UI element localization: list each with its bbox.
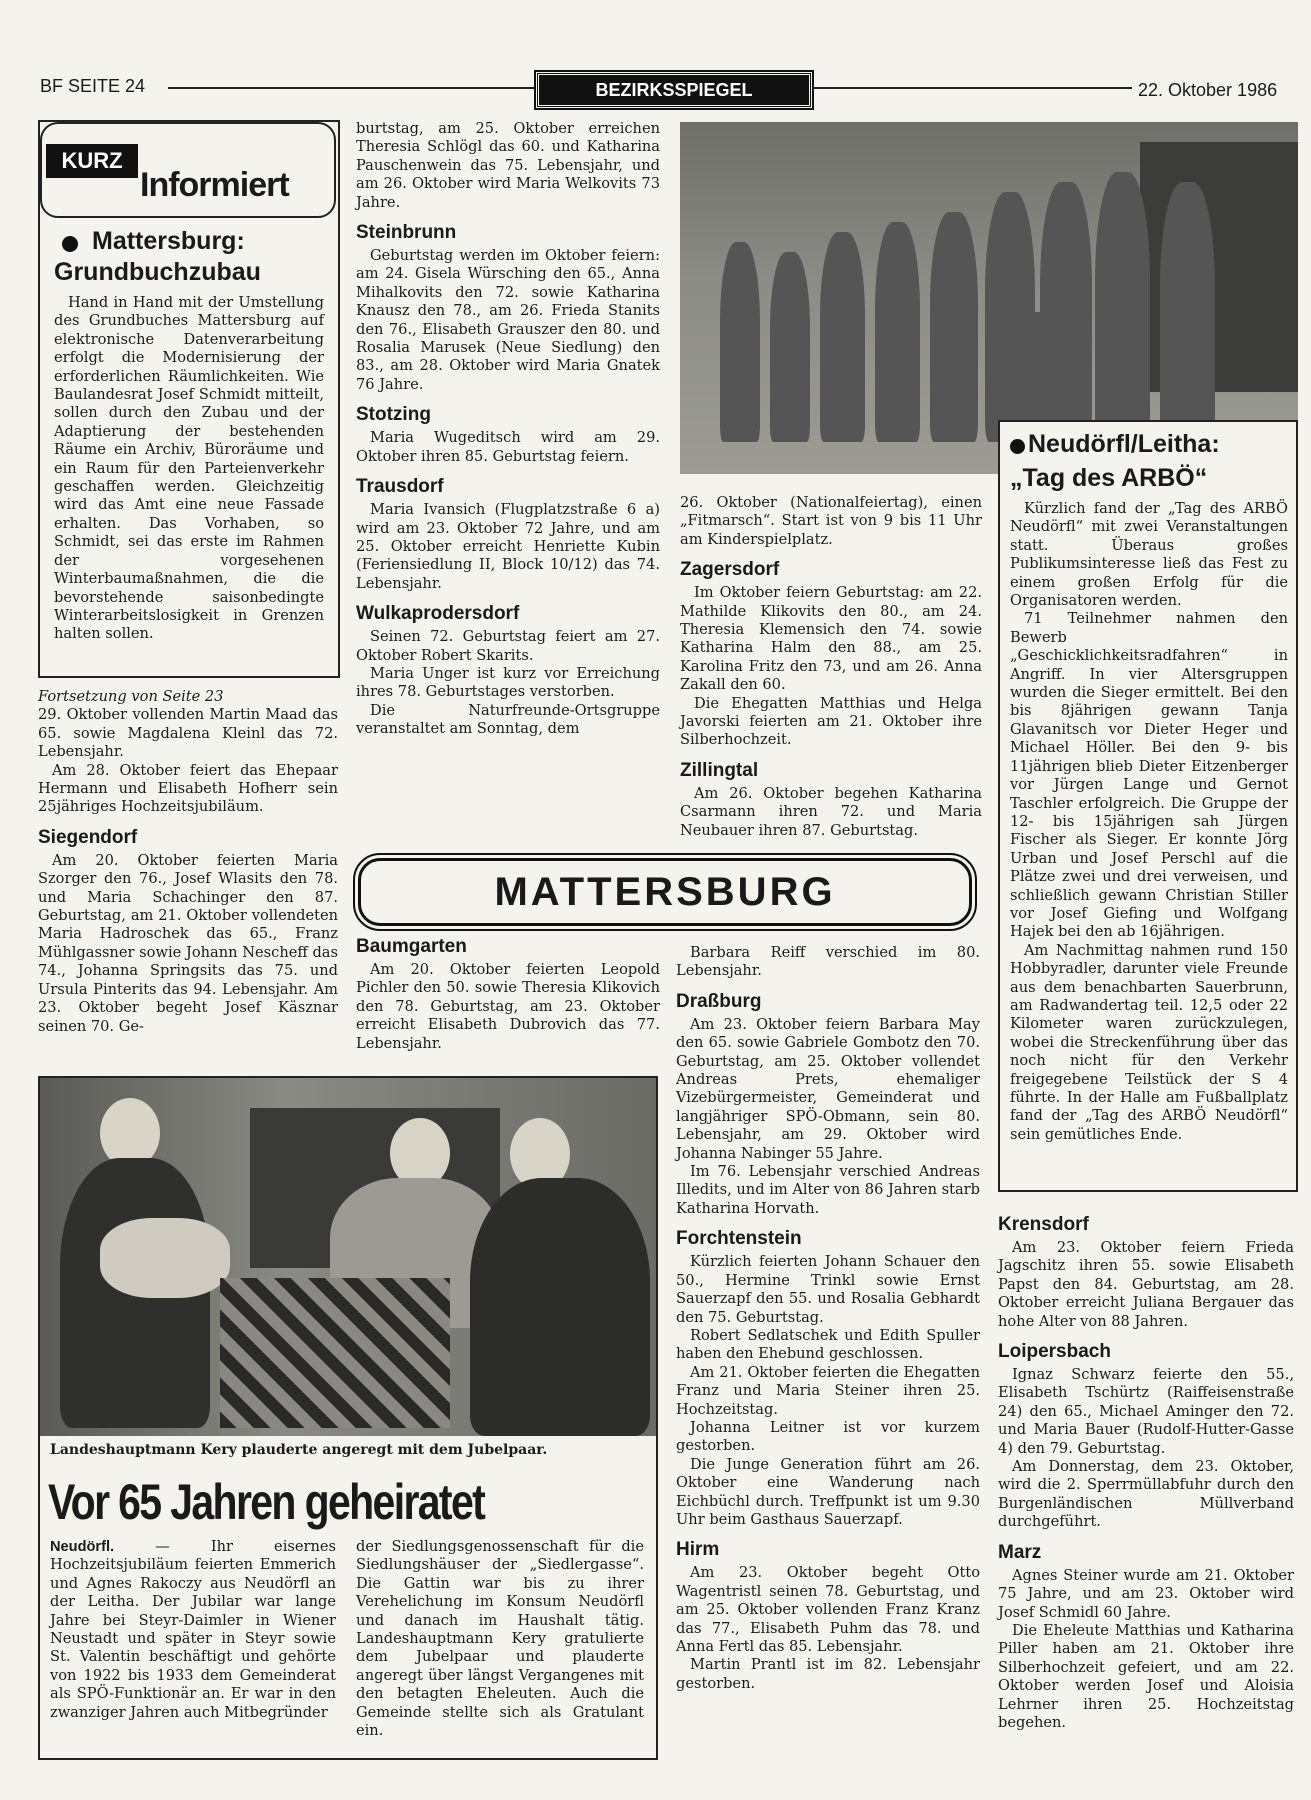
wedding-photo <box>40 1078 656 1436</box>
wedding-col2-text: der Siedlungsgenossenschaft für die Siedlungshäuser der „Siedlergasse“. Die Gattin war bis zu ihrer Verehelichung im Konsum Neudörfl und danach im Haushalt tätig. Landeshauptmann Kery gratulierte dem Jubelpaar und plauderte angeregt über längst Vergangenes mit den betagten Eheleuten. Auch die Gemeinde stellte sich als Gratulant ein. <box>356 1538 644 1740</box>
kurz-body: Hand in Hand mit der Umstellung des Grundbuches Mattersburg auf elektronische Datenverarbeitung erfolgt die Modernisierung der erforderlichen Räumlichkeiten. Wie Baulandesrat Josef Schmidt mitteilt, sollen durch den Zubau und der Adaptierung der bestehenden Räume ein Archiv, Büroräume und ein Raum für den Parteienverkehr geschaffen werden. Gleichzeitig wird das Amt eine neue Fassade erhalten. Das Vorhaben, so Schmidt, sei das erste im Rahmen der vorgesehenen Winterbaumaßnahmen, die die bevorstehende saisonbedingte Winterarbeitslosigkeit in Grenzen halten sollen. <box>54 294 324 643</box>
wedding-column-2 <box>356 1538 644 1740</box>
column-1 <box>38 688 338 1036</box>
column-3-upper <box>680 494 982 840</box>
photo-blanket <box>220 1278 450 1428</box>
heading-wulkaprodersdorf: Wulkaprodersdorf <box>356 603 520 625</box>
wedding-column-1 <box>50 1538 336 1722</box>
trausdorf-body: Maria Ivansich (Flugplatzstraße 6 a) wird am 23. Oktober 72 Jahre, und am 25. Oktober erreicht Henriette Kubin (Feriensiedlung II, Block 10/12) das 74. Lebensjahr. <box>356 501 660 592</box>
wulka-paragraph-2: Maria Unger ist kurz vor Erreichung ihres 78. Geburtstages verstorben. <box>356 664 660 701</box>
arboe-body <box>1010 500 1288 1144</box>
kurz-title: Mattersburg: Grundbuchzubau <box>54 227 261 286</box>
baumgarten-body: Am 20. Oktober feierten Leopold Pichler den 50. sowie Theresia Klikovich den 78. Geburtstag, am 23. Oktober erreicht Elisabeth Dubrovich das 77. Lebensjahr. <box>356 961 660 1052</box>
heading-siegendorf: Siegendorf <box>38 826 138 848</box>
arboe-article-box <box>998 420 1298 1192</box>
wedding-caption: Landeshauptmann Kery plauderte angeregt mit dem Jubelpaar. <box>50 1442 548 1458</box>
drassburg-paragraph-2: Im 76. Lebensjahr verschied Andreas Illedits, und im Alter von 86 Jahren starb Katharina Horvath. <box>676 1163 980 1217</box>
heading-stotzing: Stotzing <box>356 404 431 426</box>
mcol2-top: Barbara Reiff verschied im 80. Lebensjahr. <box>676 944 980 980</box>
mattersburg-column-2 <box>676 944 980 1693</box>
forchtenstein-paragraph-1: Kürzlich feierten Johann Schauer den 50., Hermine Trinkl sowie Ernst Sauerzapf den 55. und Rosalia Gebhardt den 75. Geburtstag. <box>676 1253 980 1326</box>
arboe-paragraph-3: Am Nachmittag nahmen rund 150 Hobbyradler, darunter viele Freunde aus dem benachbarten Sauerbrunn, am Radwandertag teil. 12,5 oder 22 Kilometer waren zurückzulegen, wobei die Streckenführung über das noch nicht für den Verkehr freigegebene Teilstück der S 4 führte. In der Halle am Fußballplatz fand der „Tag des ARBÖ Neudörfl“ sein gemütliches Ende. <box>1010 941 1288 1143</box>
hirm-paragraph-2: Martin Prantl ist im 82. Lebensjahr gestorben. <box>676 1656 980 1692</box>
arboe-paragraph-1: Kürzlich fand der „Tag des ARBÖ Neudörfl“ mit zwei Veranstaltungen statt. Überaus großes Publikumsinteresse ließ das Fest zu einem großen Erfolg für die Organisatoren werden. <box>1010 500 1288 610</box>
zagersdorf-paragraph-2: Die Ehegatten Matthias und Helga Javorski feierten am 21. Oktober ihre Silberhochzeit. <box>680 694 982 749</box>
heading-zillingtal: Zillingtal <box>680 759 759 781</box>
loipersbach-paragraph-2: Am Donnerstag, dem 23. Oktober, wird die 2. Sperrmüllabfuhr durch den Burgenländischen Müllverband durchgeführt. <box>998 1458 1294 1531</box>
heading-baumgarten: Baumgarten <box>356 936 467 957</box>
header-rule-left <box>168 87 536 89</box>
heading-zagersdorf: Zagersdorf <box>680 559 780 581</box>
heading-steinbrunn: Steinbrunn <box>356 222 457 244</box>
zagersdorf-paragraph-1: Im Oktober feiern Geburtstag: am 22. Mathilde Klikovits den 80., am 24. Theresia Klemensich den 74. sowie Katharina Halm den 88., am 25. Karolina Fritz den 73, und am 26. Anna Zakall den 60. <box>680 584 982 694</box>
col3-top: 26. Oktober (Nationalfeiertag), einen „Fitmarsch“. Start ist von 9 bis 11 Uhr am Kinderspielplatz. <box>680 494 982 548</box>
heading-forchtenstein: Forchtenstein <box>676 1228 802 1250</box>
heading-loipersbach: Loipersbach <box>998 1341 1111 1363</box>
forchtenstein-paragraph-4: Johanna Leitner ist vor kurzem gestorben. <box>676 1418 980 1455</box>
photo-flowers <box>100 1218 230 1298</box>
mattersburg-column-3 <box>998 1214 1294 1732</box>
forchtenstein-paragraph-3: Am 21. Oktober feierten die Ehegatten Franz und Maria Steiner ihren 25. Hochzeitstag. <box>676 1363 980 1418</box>
heading-drassburg: Draßburg <box>676 990 762 1012</box>
cont-paragraph-2: Am 28. Oktober feiert das Ehepaar Hermann und Elisabeth Hofherr sein 25jähriges Hochzeitsjubiläum. <box>38 761 338 816</box>
zillingtal-body: Am 26. Oktober begehen Katharina Csarmann ihren 72. und Maria Neubauer ihren 87. Geburtstag. <box>680 784 982 839</box>
col2-top: burtstag, am 25. Oktober erreichen Theresia Schlögl das 60. und Katharina Pauschenwein das 75. Lebensjahr, und am 26. Oktober wird Maria Welkovits 73 Jahre. <box>356 120 660 211</box>
cont-paragraph-1: 29. Oktober vollenden Martin Maad das 65. sowie Magdalena Kleinl das 72. Lebensjahr. <box>38 706 338 761</box>
forchtenstein-paragraph-2: Robert Sedlatschek und Edith Spuller haben den Ehebund geschlossen. <box>676 1326 980 1363</box>
heading-krensdorf: Krensdorf <box>998 1214 1089 1235</box>
continued-note: Fortsetzung von Seite 23 <box>38 688 224 705</box>
kurz-informiert-logo <box>40 122 336 218</box>
kurz-informiert-box <box>38 120 340 678</box>
arboe-bullet-icon <box>1010 439 1025 454</box>
logo-informiert: Informiert <box>140 166 289 204</box>
wulka-paragraph-3: Die Naturfreunde-Ortsgruppe veranstaltet am Sonntag, dem <box>356 701 660 738</box>
drassburg-paragraph-1: Am 23. Oktober feiern Barbara May den 65. sowie Gabriele Gombotz den 70. Geburtstag, am 25. Oktober vollendet Andreas Prets, ehemaliger Vizebürgermeister, Gemeinderat und langjähriger SPÖ-Obmann, sein 80. Lebensjahr, am 29. Oktober wird Johanna Nabinger 55 Jahre. <box>676 1015 980 1162</box>
mattersburg-banner: MATTERSBURG <box>358 858 972 926</box>
page-number: BF SEITE 24 <box>40 76 146 96</box>
section-title-badge: BEZIRKSSPIEGEL <box>536 72 812 108</box>
wedding-col1-text: — Ihr eisernes Hochzeitsjubiläum feierten Emmerich und Agnes Rakoczy aus Neudörfl an der Leitha. Der Jubilar war lange Jahre bei Steyr-Daimler in Wiener Neustadt und später in Steyr sowie St. Valentin beschäftigt und gehörte von 1922 bis 1933 dem Gemeinderat als SPÖ-Funktionär an. Er war in den zwanziger Jahren auch Mitbegründer <box>50 1538 336 1721</box>
logo-kurz: KURZ <box>46 144 138 178</box>
wedding-article-box <box>38 1076 658 1760</box>
stotzing-body: Maria Wugeditsch wird am 29. Oktober ihren 85. Geburtstag feiern. <box>356 429 660 465</box>
header-rule-right <box>812 87 1132 89</box>
krensdorf-body: Am 23. Oktober feiern Frieda Jagschitz ihren 55. sowie Elisabeth Papst den 84. Geburtstag, am 28. Oktober erreicht Juliana Bergauer das hohe Alter von 88 Jahren. <box>998 1239 1294 1330</box>
arboe-paragraph-2: 71 Teilnehmer nahmen den Bewerb „Geschicklichkeitsradfahren“ in Angriff. In vier Altersgruppen wurden die Sieger ermittelt. Bei den bis 8jährigen gewann Tanja Glavanitsch vor Dieter Heger und Michael Höller. Bei den 9- bis 11jährigen blieb Dieter Eitzenberger vor Jürgen Lange und Gernot Taschler erfolgreich. Die Gruppe der 12- bis 15jährigen sah Jürgen Fischer als Sieger. Er konnte Jörg Urban und Josef Perschl auf die Plätze zwei und drei verweisen, und schließlich gewann Christian Stiller vor Josef Giefing und Wolfgang Hajek bei den ab 16jährigen. <box>1010 610 1288 941</box>
forchtenstein-paragraph-5: Die Junge Generation führt am 26. Oktober eine Wanderung nach Eichbüchl durch. Treffpunkt ist um 9.30 Uhr beim Gasthaus Sauerzapf. <box>676 1455 980 1528</box>
wedding-lead: Neudörfl. <box>50 1539 115 1555</box>
marz-paragraph-2: Die Eheleute Matthias und Katharina Piller haben am 21. Oktober ihre Silberhochzeit gefeiert, und am 22. Oktober werden Josef und Aloisia Lehrner ihren 25. Hochzeitstag begehen. <box>998 1621 1294 1731</box>
heading-hirm: Hirm <box>676 1539 720 1561</box>
arboe-title-line-2: „Tag des ARBÖ“ <box>1010 464 1208 492</box>
heading-trausdorf: Trausdorf <box>356 476 444 498</box>
mattersburg-column-1 <box>356 936 660 1053</box>
column-2 <box>356 120 660 739</box>
wulka-paragraph-1: Seinen 72. Geburtstag feiert am 27. Oktober Robert Skarits. <box>356 628 660 664</box>
steinbrunn-body: Geburtstag werden im Oktober feiern: am 24. Gisela Würsching den 65., Anna Mihalkovits den 72. sowie Katharina Knausz den 78., am 26. Frieda Stanits den 76., Elisabeth Grauszer den 80. und Rosalia Marusek (Neue Siedlung) den 83., am 28. Oktober wird Maria Gnatek 76 Jahre. <box>356 247 660 393</box>
page-date: 22. Oktober 1986 <box>1138 80 1278 100</box>
heading-marz: Marz <box>998 1541 1042 1563</box>
siegendorf-body: Am 20. Oktober feierten Maria Szorger den 76., Josef Wlasits den 78. und Maria Schachinger den 87. Geburtstag, am 21. Oktober vollendeten Maria Hadroschek das 65., Franz Mühlgassner sowie Johann Nescheff das 74., Johanna Springsits das 75. und Ursula Pinterits das 94. Lebensjahr. Am 23. Oktober begeht Josef Käsznar seinen 70. Ge- <box>38 851 338 1035</box>
marz-paragraph-1: Agnes Steiner wurde am 21. Oktober 75 Jahre, und am 23. Oktober wird Josef Schmidl 60 Jahre. <box>998 1566 1294 1621</box>
hirm-paragraph-1: Am 23. Oktober begeht Otto Wagentristl seinen 78. Geburtstag, und am 25. Oktober vollenden Franz Kranz das 77., Elisabeth Puhm das 78. und Anna Fertl das 85. Lebensjahr. <box>676 1564 980 1655</box>
wedding-headline: Vor 65 Jahren geheiratet <box>48 1474 485 1530</box>
arboe-title-line-1: Neudörfl/Leitha: <box>1028 430 1220 458</box>
loipersbach-paragraph-1: Ignaz Schwarz feierte den 55., Elisabeth Tschürtz (Raiffeisenstraße 24) den 65., Michael Aminger den 72. und Maria Bauer (Rudolf-Hutter-Gasse 4) den 79. Geburtstag. <box>998 1366 1294 1457</box>
